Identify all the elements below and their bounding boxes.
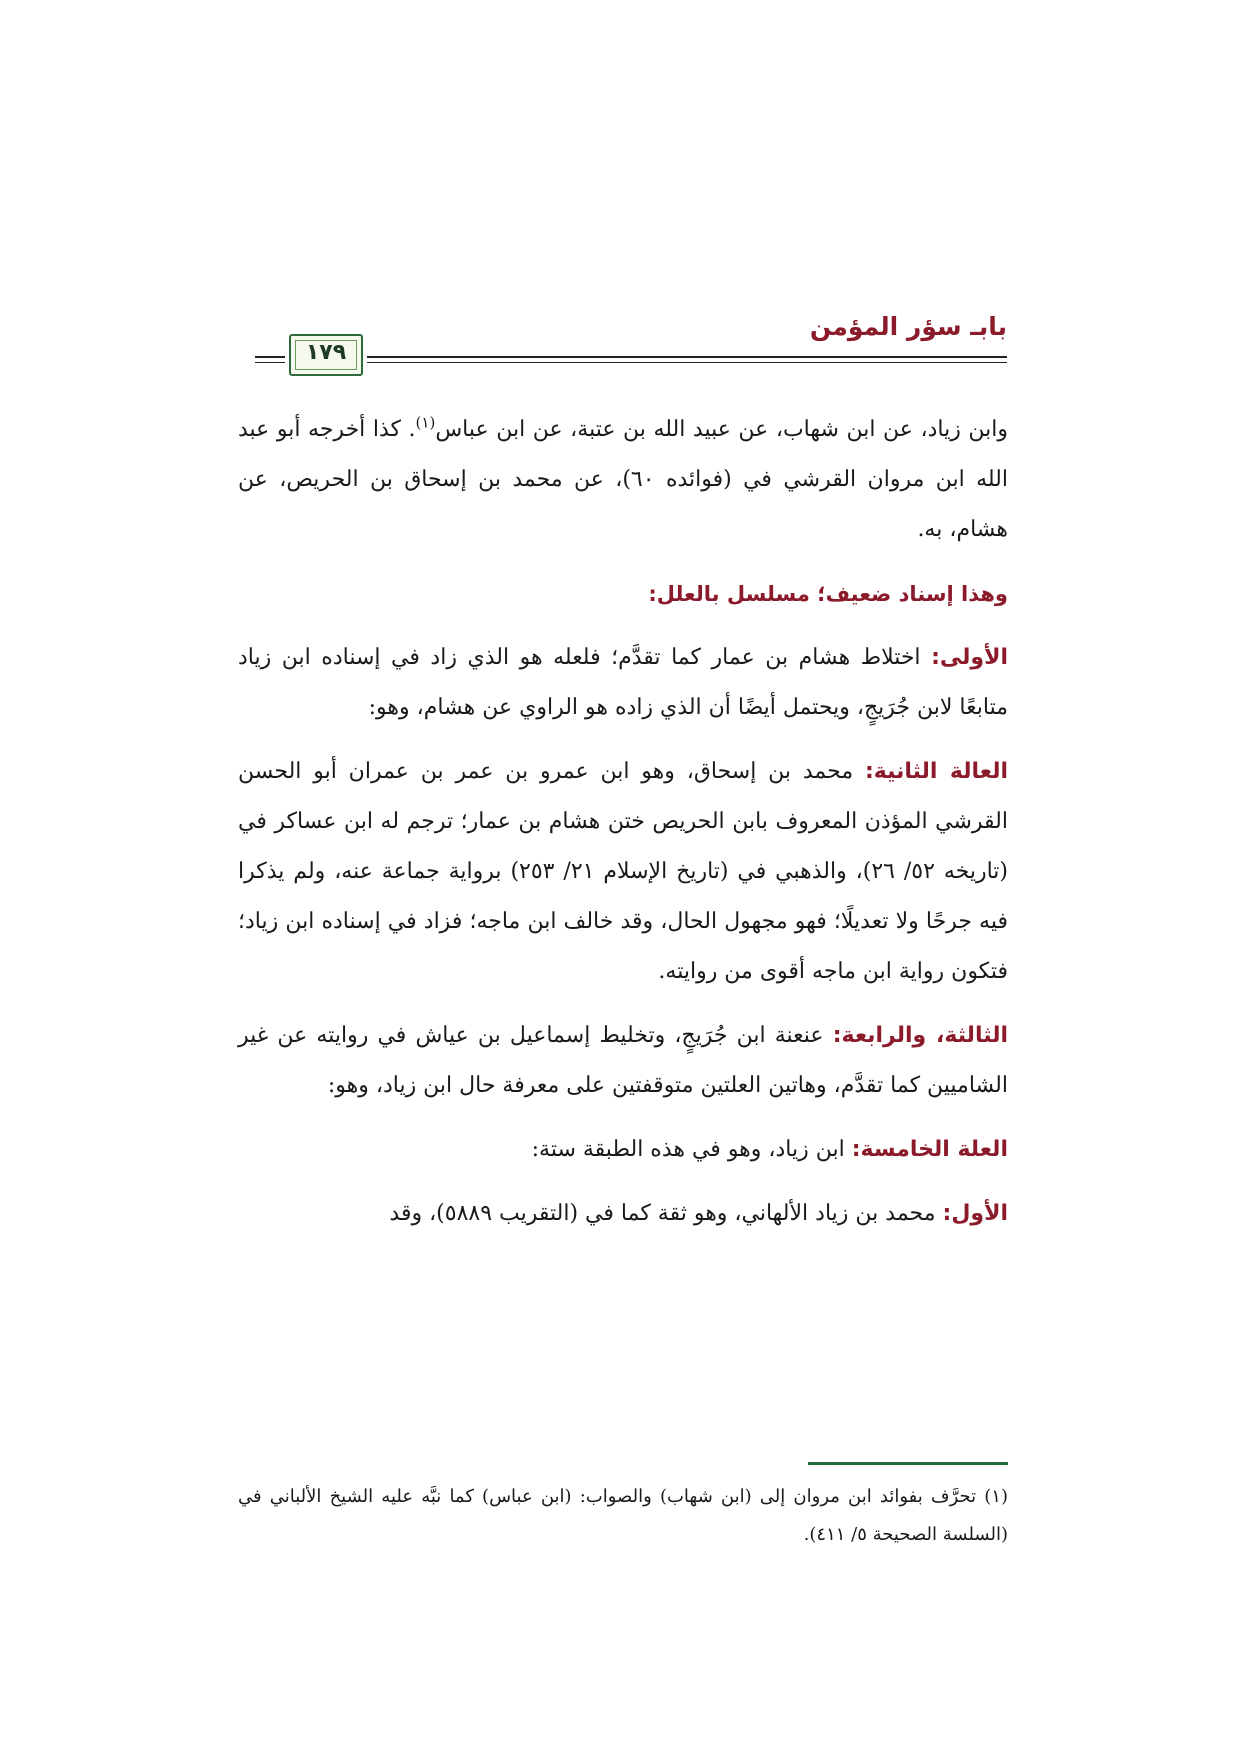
paragraph-4: [238, 1011, 1008, 1111]
header-rule: [367, 356, 1007, 358]
paragraph-text: عنعنة ابن جُرَيجٍ، وتخليط إسماعيل بن عياش في روايته عن غير الشاميين كما تقدَّم، وهاتين العلتين متوقفتين على معرفة حال ابن زياد، وهو:: [238, 1023, 1008, 1098]
footnote-text: تحرَّف بفوائد ابن مروان إلى (ابن شهاب) والصواب: (ابن عباس) كما نبَّه عليه الشيخ الألباني في (السلسة الصحيحة ٥/ ٤١١).: [238, 1486, 1008, 1545]
paragraph-2: [238, 633, 1008, 733]
page-number: ١٧٩: [305, 340, 347, 365]
page-number-badge: [289, 334, 363, 376]
chapter-title: بابـ سؤر المؤمن: [809, 312, 1007, 341]
main-text: [238, 405, 1008, 1253]
paragraph-lead: العلة الخامسة:: [851, 1137, 1008, 1162]
header-rule: [367, 362, 1007, 363]
header-rule: [255, 362, 285, 363]
page-header: [255, 308, 1007, 380]
paragraph-5: [238, 1125, 1008, 1175]
footnote-separator: [808, 1462, 1008, 1465]
paragraph-text: وابن زياد، عن ابن شهاب، عن عبيد الله بن عتبة، عن ابن عباس: [435, 417, 1008, 442]
footnote-marker: (١): [415, 413, 436, 432]
paragraph-text: محمد بن زياد الألهاني، وهو ثقة كما في (التقريب ٥٨٨٩)، وقد: [389, 1201, 943, 1226]
section-heading: وهذا إسناد ضعيف؛ مسلسل بالعلل:: [648, 582, 1008, 606]
paragraph-lead: الأولى:: [931, 645, 1008, 670]
header-rule: [255, 356, 285, 358]
paragraph-text: اختلاط هشام بن عمار كما تقدَّم؛ فلعله هو الذي زاد في إسناده ابن زياد متابعًا لابن جُرَيجٍ، ويحتمل أيضًا أن الذي زاده هو الراوي عن هشام، وهو:: [238, 645, 1008, 720]
footnote-marker: (١): [984, 1486, 1008, 1507]
paragraph-6: [238, 1189, 1008, 1239]
paragraph-1: [238, 405, 1008, 555]
paragraph-text: محمد بن إسحاق، وهو ابن عمرو بن عمر بن عمران أبو الحسن القرشي المؤذن المعروف بابن الحريص ختن هشام بن عمار؛ ترجم له ابن عساكر في (تاريخه ٥٢/ ٢٦)، والذهبي في (تاريخ الإسلام ٢١/ ٢٥٣) برواية جماعة عنه، ولم يذكرا فيه جرحًا ولا تعديلًا؛ فهو مجهول الحال، وقد خالف ابن ماجه؛ فزاد في إسناده ابن زياد؛ فتكون رواية ابن ماجه أقوى من روايته.: [238, 759, 1009, 984]
footnote: [238, 1478, 1008, 1554]
paragraph-lead: الثالثة، والرابعة:: [832, 1023, 1008, 1048]
paragraph-lead: العالة الثانية:: [864, 759, 1008, 784]
paragraph-lead: الأول:: [942, 1201, 1008, 1226]
paragraph-text: . كذا أخرجه أبو عبد الله ابن مروان القرشي في (فوائده ٦٠)، عن محمد بن إسحاق بن الحريص، عن هشام، به.: [238, 417, 1008, 542]
paragraph-3: [238, 747, 1008, 997]
paragraph-text: ابن زياد، وهو في هذه الطبقة ستة:: [531, 1137, 852, 1162]
